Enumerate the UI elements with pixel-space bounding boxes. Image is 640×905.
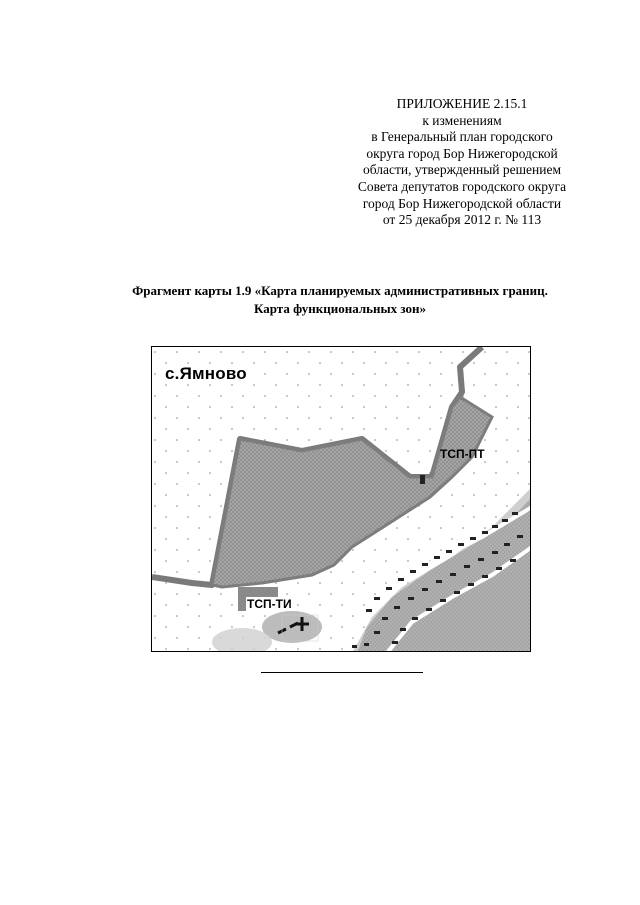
appendix-line: ПРИЛОЖЕНИЕ 2.15.1 xyxy=(396,96,528,111)
appendix-header xyxy=(312,96,612,229)
footer-divider xyxy=(261,672,423,673)
map-caption xyxy=(60,282,620,318)
appendix-line: город Бор Нижегородской области xyxy=(362,195,562,211)
caption-line: Карта функциональных зон» xyxy=(253,301,427,316)
zone-label-tsp-ti: ТСП-ТИ xyxy=(247,597,292,611)
zone-label-tsp-pt: ТСП-ПТ xyxy=(440,447,485,461)
appendix-line: к изменениям xyxy=(422,112,502,128)
map-fragment xyxy=(151,346,531,652)
caption-line: Фрагмент карты 1.9 «Карта планируемых административных границ. xyxy=(132,283,548,298)
appendix-line: округа город Бор Нижегородской xyxy=(366,145,558,161)
appendix-line: от 25 декабря 2012 г. № 113 xyxy=(382,212,542,228)
map-drawing xyxy=(152,347,531,652)
zone-marker xyxy=(420,475,425,484)
village-label: с.Ямново xyxy=(165,364,247,383)
appendix-line: Совета депутатов городского округа xyxy=(357,178,567,194)
appendix-line: области, утвержденный решением xyxy=(363,162,561,178)
appendix-line: в Генеральный план городского xyxy=(371,129,553,145)
